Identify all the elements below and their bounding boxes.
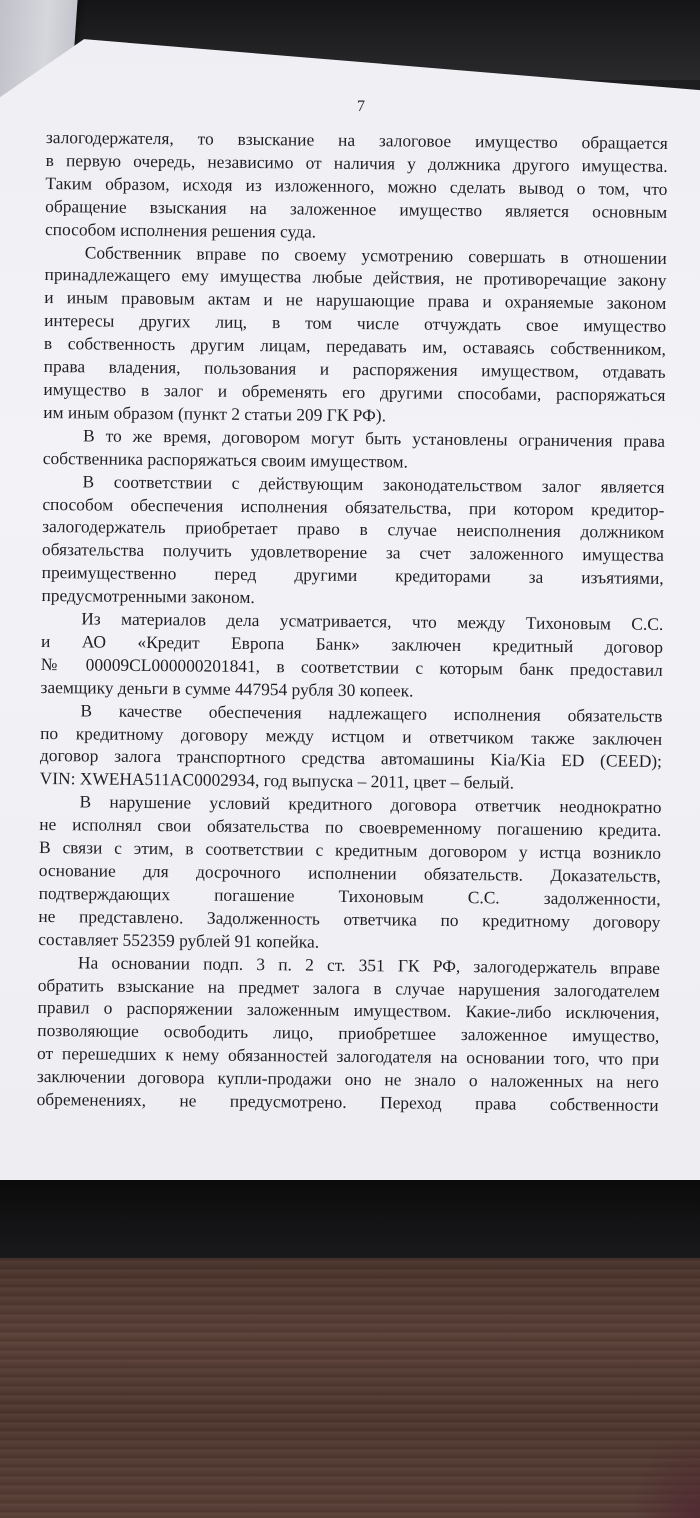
text-line: предусмотренными законом. — [41, 585, 255, 608]
text-line: в собственность другим лицам, передавать им, оставаясь собственником, — [43, 333, 666, 360]
text-line: № 00009CL000000201841, в соответствии с которым банк предоставил — [40, 653, 663, 680]
paragraph — [43, 424, 665, 476]
text-line: обращение взыскания на заложенное имущество является основным — [45, 195, 668, 222]
text-line: Собственник вправе по своему усмотрению совершать в отношении — [84, 241, 667, 268]
text-line: не представлено. Задолженность ответчика по кредитному договору — [38, 905, 661, 932]
text-line: обременениях, не предусмотрено. Переход права собственности — [36, 1089, 659, 1115]
text-line: имущество в залог и обременять его другими способами, распоряжаться — [43, 378, 666, 405]
text-line: заключении договора купли-продажи оно не знало о наложенных на него — [36, 1066, 659, 1093]
text-line: В качестве обеспечения надлежащего исполнения обязательств — [80, 700, 663, 726]
wooden-table — [0, 1258, 700, 1518]
text-line: принадлежащего ему имущества любые действия, не противоречащие закону — [44, 264, 667, 291]
text-line: им иным образом (пункт 2 статьи 209 ГК РФ). — [43, 401, 387, 426]
text-line: и иным правовым актам и не нарушающие права и охраняемые законом — [44, 287, 667, 314]
text-line: интересы других лиц, в том числе отчуждать свое имущество — [44, 310, 667, 337]
text-line: залогодержатель приобретает право в случае неисполнения должником — [42, 516, 665, 543]
document-body — [37, 126, 668, 1117]
text-line: правил о распоряжении заложенным имуществом. Какие-либо исключения, — [37, 997, 660, 1024]
text-line: подтверждающих погашение Тихоновым С.С. задолженности, — [38, 882, 661, 909]
text-line: позволяющие освободить лицо, приобретшее заложенное имущество, — [37, 1020, 660, 1047]
text-line: В то же время, договором могут быть установлены ограничения права — [82, 425, 666, 451]
text-line: VIN: XWEHA511AC0002934, год выпуска – 2011, цвет – белый. — [39, 768, 515, 793]
text-line: не исполнял свои обязательства по своевременному погашению кредита. — [39, 814, 662, 841]
text-line: по кредитному договору между истцом и ответчиком также заключен — [40, 722, 663, 749]
paragraph — [41, 607, 664, 705]
text-line: способом обеспечения исполнения обязательства, при котором кредитор- — [42, 493, 665, 520]
paragraph — [41, 470, 664, 613]
text-line: основание для досрочного исполнении обязательств. Доказательств, — [38, 859, 661, 886]
text-line: и АО «Кредит Европа Банк» заключен кредитный договор — [40, 630, 664, 657]
text-line: права владения, пользования и распоряжения имуществом, отдавать — [43, 356, 666, 383]
text-line: Таким образом, исходя из изложенного, можно сделать вывод о том, что — [45, 172, 668, 199]
text-line: Из материалов дела усматривается, что между Тихоновым С.С. — [81, 608, 664, 634]
text-line: от перешедших к нему обязанностей залогодателя на основании того, что при — [37, 1043, 660, 1070]
text-line: На основании подп. 3 п. 2 ст. 351 ГК РФ, залогодержатель вправе — [77, 951, 661, 978]
page-number: 7 — [357, 98, 365, 115]
paragraph — [37, 951, 661, 1117]
text-line: залогодержателя, то взыскание на залоговое имущество обращается — [45, 126, 668, 153]
text-line: обратить взыскание на предмет залога в случае нарушения залогодателем — [37, 974, 660, 1001]
text-line: обязательства получить удовлетворение за счет заложенного имущества — [41, 539, 665, 566]
text-line: составляет 552359 рублей 91 копейка. — [38, 928, 320, 952]
device-frame — [0, 1180, 700, 1262]
text-line: заемщику деньги в сумме 447954 рубля 30 копеек. — [40, 676, 414, 701]
text-line: В нарушение условий кредитного договора ответчик неоднократно — [79, 791, 662, 818]
table-shadow — [630, 1430, 700, 1518]
text-line: способом исполнения решения суда. — [44, 218, 317, 242]
text-line: в первую очередь, независимо от наличия у должника другого имущества. — [45, 149, 668, 176]
paragraph — [40, 699, 663, 797]
paragraph — [45, 126, 668, 246]
text-line: договор залога транспортного средства автомашины Kia/Kia ED (CEED); — [39, 745, 663, 772]
text-line: преимущественно перед другими кредиторами за изъятиями, — [41, 562, 664, 589]
paragraph — [38, 790, 662, 956]
text-line: собственника распоряжаться своим имуществом. — [42, 447, 409, 472]
text-line: В соответствии с действующим законодательством залог является — [82, 470, 665, 497]
text-line: В связи с этим, в соответствии с кредитным договором у истца возникло — [38, 837, 662, 864]
paragraph — [43, 241, 667, 430]
